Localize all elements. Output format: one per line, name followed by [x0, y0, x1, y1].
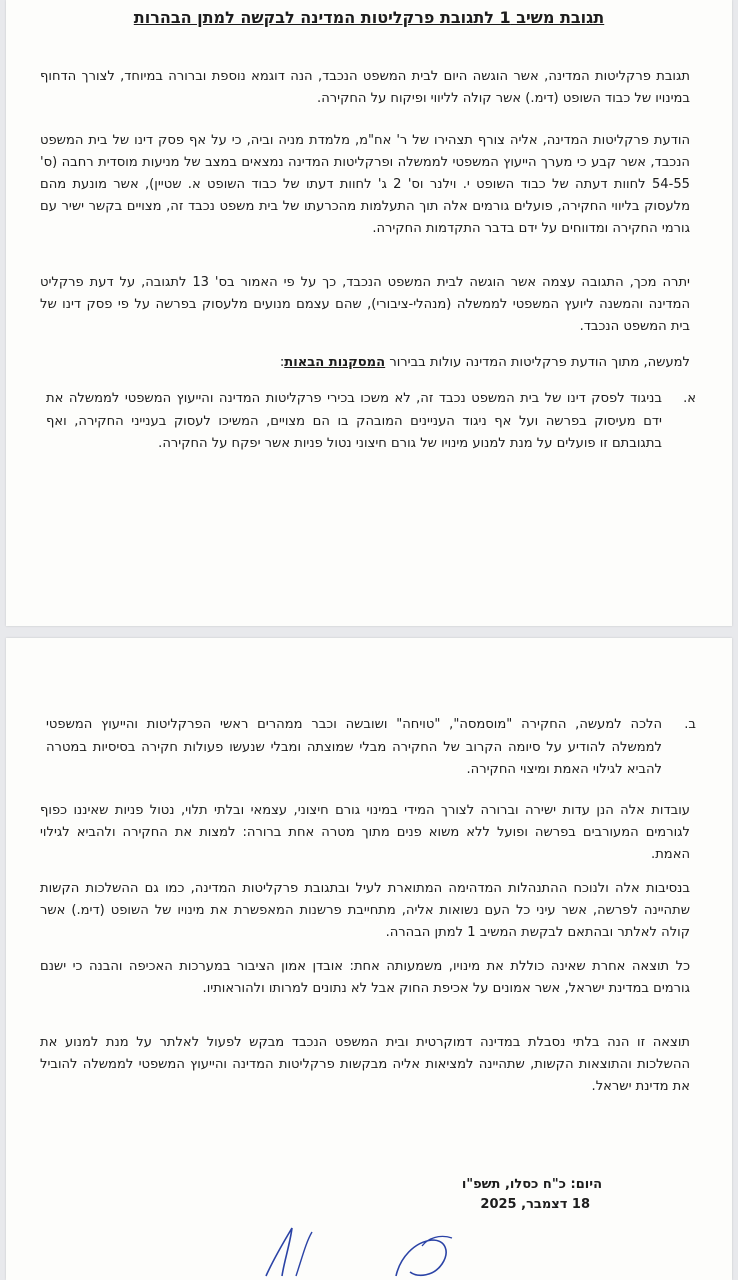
list-item-b [46, 714, 696, 782]
document-page-1 [6, 0, 732, 626]
list-item-a-text: בניגוד לפסק דינו של בית המשפט נכבד זה, לא משכו בכירי פרקליטות המדינה והייעוץ המשפטי לממשלה את ידם מעיסוק בפרשה ועל אף ניגוד העניינים המובהק בו הם מצויים, המשיכו לעסוק בענייני החקירה, ואף בתגובתם זו פועלים על מנת למנוע מינויו של גורם חיצוני נטול פניות אשר יפקח על החקירה. [46, 391, 662, 451]
paragraph-3: יתרה מכך, התגובה עצמה אשר הוגשה לבית המשפט הנכבד, כך על פי האמור בס' 13 לתגובה, על דעת פרקליט המדינה והמשנה ליועץ המשפטי לממשלה (מנהלי-ציבורי), שהם עצמם מנועים מלעסוק בפרשה על פי פסק דינו של בית המשפט הנכבד. [40, 275, 690, 334]
date-hebrew: היום: כ"ח כסלו, תשפ"ו [461, 1177, 602, 1192]
paragraph-8: תוצאה זו הנה בלתי נסבלת במדינה דמוקרטית ובית המשפט הנכבד מבקש לפעול לאלתר על מנת למנוע את ההשלכות והתוצאות הקשות, שתהיינה למציאות אליה מבקשות פרקליטות המדינה והייעוץ המשפטי לממשלה להוביל את מדינת ישראל. [40, 1035, 690, 1094]
paragraph-1: תגובת פרקליטות המדינה, אשר הוגשה היום לבית המשפט הנכבד, הנה דוגמא נוספת וברורה במיוחד, לצורך הדחוף במינויו של כבוד השופט (דימ.) אשר קולה לליווי ופיקוח על החקירה. [40, 69, 690, 106]
paragraph-4-underlined: המסקנות הבאות [284, 355, 386, 370]
signature-scribble [246, 1198, 466, 1280]
document-page-2 [6, 638, 732, 1280]
paragraph-4-lead: למעשה, מתוך הודעת פרקליטות המדינה עולות בבירור [385, 355, 690, 370]
date-gregorian: 18 דצמבר, 2025 [480, 1197, 590, 1212]
paragraph-5: עובדות אלה הנן עדות ישירה וברורה לצורך המידי במינוי גורם חיצוני, עצמאי ובלתי תלוי, נטול פניות שאיננו כפוף לגורמים המעורבים בפרשה ופועל ללא משוא פנים מתוך מטרה אחת ברורה: למצות את החקירה ולהביא לגילוי האמת. [40, 803, 690, 862]
list-item-b-text: הלכה למעשה, החקירה "מוסמסה", "טויחה" ושובשה וכבר ממהרים ראשי הפרקליטות והייעוץ המשפטי לממשלה להודיע על סיומה הקרוב של החקירה מבלי שמוצתה ומבלי שנעשו פעולות חקירה בסיסיות במטרה להביא לגילוי האמת ומיצוי החקירה. [46, 717, 662, 777]
list-item-a-marker: א. [683, 391, 696, 406]
paragraph-2: הודעת פרקליטות המדינה, אליה צורף תצהירו של ר' אח"מ, מלמדת מניה וביה, כי על אף פסק דינו של בית המשפט הנכבד, אשר קבע כי מערך הייעוץ המשפטי לממשלה ופרקליטות המדינה נמצאים במצב של מניעות מוסדית רחבה (ס' 54-55 לחוות דעתה של כבוד השופט י. וילנר וס' 2 ג' לחוות דעתו של כבוד השופט א. שטיין), אשר מונעת מהם מלעסוק בליווי החקירה, פועלים גורמים אלה תוך התעלמות מהכרעתו של בית משפט נכבד זה, מצויים בקשר ישיר עם גורמי החקירה ומדווחים על ידם בדבר התקדמות החקירה. [40, 133, 690, 236]
paragraph-4 [40, 352, 690, 374]
list-item-a [46, 388, 696, 456]
list-item-b-marker: ב. [684, 717, 696, 732]
paragraph-4-colon: : [279, 355, 285, 370]
document-title: תגובת משיב 1 לתגובת פרקליטות המדינה לבקשה למתן הבהרות [133, 8, 605, 27]
paragraph-6: בנסיבות אלה ולנוכח ההתנהלות המדהימה המתוארת לעיל ובתגובת פרקליטות המדינה, כמו גם ההשלכות הקשות שתהיינה לפרשה, אשר עיני כל העם נשואות אליה, מתחייבת פרשנות המאפשרת את מינויו של השופט (דימ.) אשר קולה לאלתר ובהתאם לבקשת המשיב 1 למתן הבהרה. [40, 881, 690, 940]
paragraph-7: כל תוצאה אחרת שאינה כוללת את מינויו, משמעותה אחת: אובדן אמון הציבור במערכות האכיפה והבנה כי ישנם גורמים במדינת ישראל, אשר אמונים על אכיפת החוק אבל לא נתונים למרותו ולהוראותיו. [40, 959, 690, 996]
